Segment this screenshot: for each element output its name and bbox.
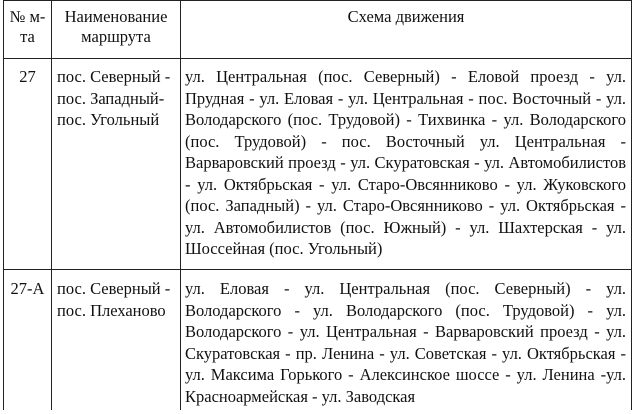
header-route-name: Наименование маршрута xyxy=(52,1,181,59)
table-row xyxy=(4,59,632,270)
header-route-scheme: Схема движения xyxy=(181,1,632,59)
table-header-row xyxy=(4,1,632,59)
route-scheme: ул. Еловая - ул. Центральная (пос. Северный) - ул. Володарского - ул. Володарского (пос. Трудовой) - ул. Володарского - ул. Центральная - Варваровский проезд - ул. Скуратовская - пр. Ленина - ул. Советская - ул. Октябрьская - ул. Максима Горького - Алексинское шоссе - ул. Ленина -ул. Красноармейская - ул. Заводская xyxy=(181,270,632,411)
route-name: пос. Северный - пос. Плеханово xyxy=(52,270,181,411)
route-number: 27 xyxy=(4,59,52,270)
header-route-number: № м-та xyxy=(4,1,52,59)
route-number: 27-А xyxy=(4,270,52,411)
route-scheme: ул. Центральная (пос. Северный) - Еловой проезд - ул. Прудная - ул. Еловая - ул. Центральная - пос. Восточный - ул. Володарского (пос. Трудовой) - Тихвинка - ул. Володарского (пос. Трудовой) - пос. Восточный ул. Центральная - Варваровский проезд - ул. Скуратовская - ул. Автомобилистов - ул. Октябрьская - ул. Старо-Овсянниково - ул. Жуковского (пос. Западный) - ул. Старо-Овсянниково - ул. Октябрьская - ул. Автомобилистов (пос. Южный) - ул. Шахтерская - ул. Шоссейная (пос. Угольный) xyxy=(181,59,632,270)
routes-table xyxy=(3,0,632,410)
route-name: пос. Северный - пос. Западный- пос. Угольный xyxy=(52,59,181,270)
table-row xyxy=(4,270,632,411)
